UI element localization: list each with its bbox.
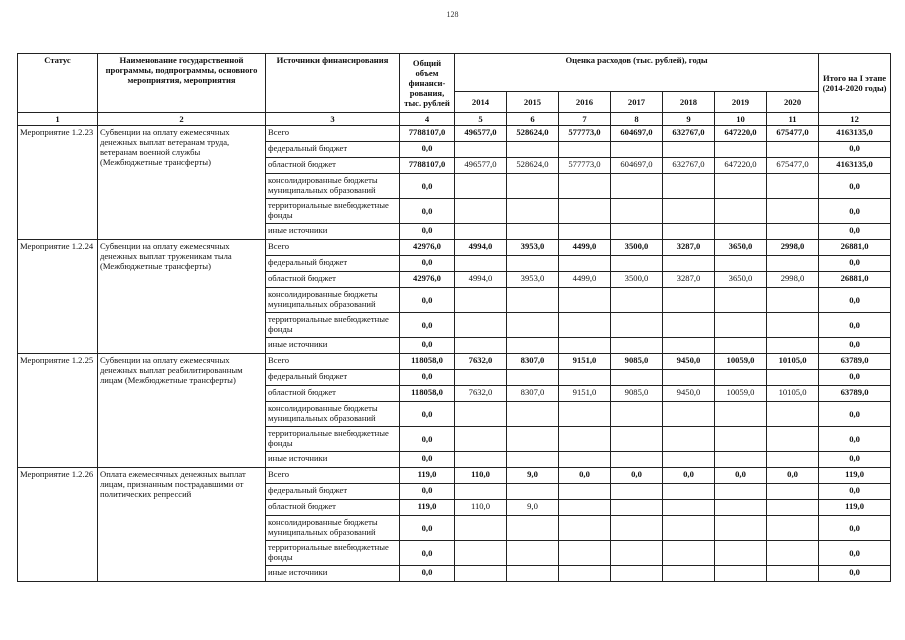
source-label: Всего bbox=[266, 240, 400, 256]
stage-total-cell: 0,0 bbox=[819, 370, 891, 386]
header-total: Общий объем финанси-рования, тыс. рублей bbox=[400, 54, 455, 113]
header-stage-total: Итого на I этапе (2014-2020 годы) bbox=[819, 54, 891, 113]
year-cell bbox=[715, 338, 767, 354]
header-year: 2015 bbox=[507, 92, 559, 113]
column-number: 2 bbox=[98, 113, 266, 126]
stage-total-cell: 0,0 bbox=[819, 256, 891, 272]
block-status: Мероприятие 1.2.23 bbox=[18, 126, 98, 240]
year-cell bbox=[455, 452, 507, 468]
year-cell: 0,0 bbox=[663, 468, 715, 484]
header-year: 2016 bbox=[559, 92, 611, 113]
block-status: Мероприятие 1.2.26 bbox=[18, 468, 98, 582]
source-label: федеральный бюджет bbox=[266, 370, 400, 386]
year-cell: 632767,0 bbox=[663, 126, 715, 142]
year-cell bbox=[559, 338, 611, 354]
year-cell: 577773,0 bbox=[559, 126, 611, 142]
year-cell bbox=[611, 288, 663, 313]
stage-total-cell: 0,0 bbox=[819, 338, 891, 354]
year-cell: 604697,0 bbox=[611, 158, 663, 174]
total-cell: 0,0 bbox=[400, 484, 455, 500]
source-label: иные источники bbox=[266, 338, 400, 354]
year-cell bbox=[767, 338, 819, 354]
column-number: 1 bbox=[18, 113, 98, 126]
year-cell: 10105,0 bbox=[767, 354, 819, 370]
source-label: Всего bbox=[266, 354, 400, 370]
stage-total-cell: 119,0 bbox=[819, 468, 891, 484]
year-cell bbox=[455, 142, 507, 158]
year-cell bbox=[559, 174, 611, 199]
year-cell: 9450,0 bbox=[663, 354, 715, 370]
year-cell bbox=[507, 338, 559, 354]
year-cell: 4499,0 bbox=[559, 240, 611, 256]
column-number: 3 bbox=[266, 113, 400, 126]
year-cell bbox=[663, 174, 715, 199]
year-cell bbox=[507, 256, 559, 272]
block-name: Субвенции на оплату ежемесячных денежных выплат реабилитированным лицам (Межбюджетные трансферты) bbox=[98, 354, 266, 468]
year-cell: 528624,0 bbox=[507, 126, 559, 142]
year-cell bbox=[507, 313, 559, 338]
year-cell bbox=[715, 199, 767, 224]
year-cell bbox=[767, 224, 819, 240]
year-cell bbox=[507, 541, 559, 566]
year-cell: 3650,0 bbox=[715, 240, 767, 256]
source-label: федеральный бюджет bbox=[266, 484, 400, 500]
stage-total-cell: 4163135,0 bbox=[819, 126, 891, 142]
year-cell bbox=[611, 402, 663, 427]
column-number: 6 bbox=[507, 113, 559, 126]
year-cell: 9085,0 bbox=[611, 354, 663, 370]
year-cell: 2998,0 bbox=[767, 240, 819, 256]
total-cell: 0,0 bbox=[400, 199, 455, 224]
year-cell: 0,0 bbox=[715, 468, 767, 484]
year-cell bbox=[455, 516, 507, 541]
year-cell: 110,0 bbox=[455, 468, 507, 484]
header-year: 2014 bbox=[455, 92, 507, 113]
year-cell: 8307,0 bbox=[507, 386, 559, 402]
year-cell: 4994,0 bbox=[455, 272, 507, 288]
source-label: федеральный бюджет bbox=[266, 142, 400, 158]
block-status: Мероприятие 1.2.25 bbox=[18, 354, 98, 468]
stage-total-cell: 0,0 bbox=[819, 427, 891, 452]
header-year: 2020 bbox=[767, 92, 819, 113]
total-cell: 0,0 bbox=[400, 541, 455, 566]
year-cell bbox=[455, 427, 507, 452]
total-cell: 0,0 bbox=[400, 224, 455, 240]
source-label: областной бюджет bbox=[266, 386, 400, 402]
stage-total-cell: 63789,0 bbox=[819, 386, 891, 402]
year-cell bbox=[611, 541, 663, 566]
source-label: областной бюджет bbox=[266, 158, 400, 174]
year-cell bbox=[455, 370, 507, 386]
column-number: 9 bbox=[663, 113, 715, 126]
table-header bbox=[18, 54, 891, 126]
year-cell bbox=[507, 142, 559, 158]
year-cell bbox=[767, 256, 819, 272]
year-cell: 675477,0 bbox=[767, 158, 819, 174]
year-cell bbox=[559, 370, 611, 386]
source-label: консолидированные бюджеты муниципальных образований bbox=[266, 516, 400, 541]
stage-total-cell: 0,0 bbox=[819, 199, 891, 224]
year-cell: 3953,0 bbox=[507, 272, 559, 288]
year-cell bbox=[559, 142, 611, 158]
year-cell bbox=[611, 338, 663, 354]
year-cell bbox=[455, 256, 507, 272]
year-cell bbox=[507, 402, 559, 427]
year-cell bbox=[507, 427, 559, 452]
year-cell bbox=[507, 484, 559, 500]
source-label: территориальные внебюджетные фонды bbox=[266, 541, 400, 566]
year-cell bbox=[767, 452, 819, 468]
stage-total-cell: 0,0 bbox=[819, 541, 891, 566]
header-name: Наименование государственной программы, подпрограммы, основного мероприятия, мероприятия bbox=[98, 54, 266, 113]
year-cell bbox=[507, 288, 559, 313]
year-cell: 10105,0 bbox=[767, 386, 819, 402]
source-label: иные источники bbox=[266, 566, 400, 582]
stage-total-cell: 0,0 bbox=[819, 402, 891, 427]
year-cell bbox=[767, 402, 819, 427]
year-cell bbox=[559, 427, 611, 452]
year-cell bbox=[715, 313, 767, 338]
total-cell: 0,0 bbox=[400, 452, 455, 468]
source-label: консолидированные бюджеты муниципальных образований bbox=[266, 174, 400, 199]
year-cell bbox=[559, 199, 611, 224]
year-cell bbox=[507, 566, 559, 582]
total-cell: 0,0 bbox=[400, 402, 455, 427]
year-cell bbox=[663, 313, 715, 338]
year-cell bbox=[559, 500, 611, 516]
year-cell bbox=[455, 199, 507, 224]
year-cell bbox=[767, 484, 819, 500]
total-cell: 7788107,0 bbox=[400, 126, 455, 142]
year-cell bbox=[663, 541, 715, 566]
year-cell bbox=[611, 256, 663, 272]
year-cell: 7632,0 bbox=[455, 386, 507, 402]
year-cell bbox=[715, 256, 767, 272]
year-cell bbox=[767, 288, 819, 313]
total-cell: 0,0 bbox=[400, 256, 455, 272]
year-cell bbox=[663, 370, 715, 386]
year-cell: 9,0 bbox=[507, 468, 559, 484]
year-cell bbox=[767, 566, 819, 582]
year-cell bbox=[663, 142, 715, 158]
column-number-row bbox=[18, 113, 891, 126]
year-cell bbox=[767, 370, 819, 386]
year-cell: 0,0 bbox=[767, 468, 819, 484]
year-cell: 604697,0 bbox=[611, 126, 663, 142]
header-year: 2019 bbox=[715, 92, 767, 113]
year-cell: 7632,0 bbox=[455, 354, 507, 370]
year-cell bbox=[767, 500, 819, 516]
year-cell bbox=[715, 566, 767, 582]
year-cell bbox=[715, 370, 767, 386]
stage-total-cell: 4163135,0 bbox=[819, 158, 891, 174]
source-label: территориальные внебюджетные фонды bbox=[266, 313, 400, 338]
source-label: консолидированные бюджеты муниципальных образований bbox=[266, 288, 400, 313]
year-cell: 0,0 bbox=[559, 468, 611, 484]
year-cell bbox=[455, 402, 507, 427]
year-cell bbox=[663, 516, 715, 541]
year-cell: 10059,0 bbox=[715, 354, 767, 370]
table-row bbox=[18, 240, 891, 256]
total-cell: 42976,0 bbox=[400, 272, 455, 288]
total-cell: 0,0 bbox=[400, 313, 455, 338]
year-cell bbox=[767, 313, 819, 338]
year-cell: 110,0 bbox=[455, 500, 507, 516]
year-cell: 647220,0 bbox=[715, 126, 767, 142]
year-cell bbox=[663, 288, 715, 313]
stage-total-cell: 0,0 bbox=[819, 224, 891, 240]
year-cell bbox=[611, 484, 663, 500]
total-cell: 42976,0 bbox=[400, 240, 455, 256]
table-row bbox=[18, 126, 891, 142]
header-status: Статус bbox=[18, 54, 98, 113]
stage-total-cell: 63789,0 bbox=[819, 354, 891, 370]
year-cell: 2998,0 bbox=[767, 272, 819, 288]
year-cell: 577773,0 bbox=[559, 158, 611, 174]
page-number: 128 bbox=[446, 10, 459, 19]
year-cell: 4499,0 bbox=[559, 272, 611, 288]
block-name: Субвенции на оплату ежемесячных денежных выплат труженикам тыла (Межбюджетные трансферты) bbox=[98, 240, 266, 354]
year-cell: 647220,0 bbox=[715, 158, 767, 174]
year-cell bbox=[507, 199, 559, 224]
year-cell: 9151,0 bbox=[559, 386, 611, 402]
year-cell: 632767,0 bbox=[663, 158, 715, 174]
year-cell bbox=[507, 452, 559, 468]
header-year: 2017 bbox=[611, 92, 663, 113]
total-cell: 0,0 bbox=[400, 370, 455, 386]
total-cell: 118058,0 bbox=[400, 354, 455, 370]
column-number: 4 bbox=[400, 113, 455, 126]
year-cell: 675477,0 bbox=[767, 126, 819, 142]
year-cell bbox=[559, 256, 611, 272]
total-cell: 0,0 bbox=[400, 288, 455, 313]
year-cell bbox=[663, 224, 715, 240]
column-number: 12 bbox=[819, 113, 891, 126]
year-cell bbox=[767, 142, 819, 158]
total-cell: 0,0 bbox=[400, 516, 455, 541]
stage-total-cell: 0,0 bbox=[819, 288, 891, 313]
year-cell bbox=[715, 288, 767, 313]
header-year: 2018 bbox=[663, 92, 715, 113]
year-cell bbox=[663, 256, 715, 272]
total-cell: 0,0 bbox=[400, 427, 455, 452]
year-cell bbox=[611, 224, 663, 240]
year-cell bbox=[767, 199, 819, 224]
stage-total-cell: 0,0 bbox=[819, 313, 891, 338]
year-cell bbox=[715, 452, 767, 468]
year-cell: 3500,0 bbox=[611, 240, 663, 256]
stage-total-cell: 0,0 bbox=[819, 452, 891, 468]
year-cell bbox=[611, 199, 663, 224]
year-cell bbox=[455, 174, 507, 199]
table-row bbox=[18, 468, 891, 484]
total-cell: 119,0 bbox=[400, 500, 455, 516]
year-cell: 3287,0 bbox=[663, 272, 715, 288]
year-cell bbox=[715, 484, 767, 500]
source-label: областной бюджет bbox=[266, 500, 400, 516]
year-cell: 496577,0 bbox=[455, 126, 507, 142]
year-cell bbox=[559, 402, 611, 427]
year-cell bbox=[663, 199, 715, 224]
stage-total-cell: 0,0 bbox=[819, 516, 891, 541]
source-label: областной бюджет bbox=[266, 272, 400, 288]
year-cell bbox=[611, 566, 663, 582]
year-cell: 3500,0 bbox=[611, 272, 663, 288]
year-cell bbox=[611, 370, 663, 386]
source-label: консолидированные бюджеты муниципальных образований bbox=[266, 402, 400, 427]
year-cell bbox=[663, 338, 715, 354]
year-cell bbox=[455, 541, 507, 566]
source-label: федеральный бюджет bbox=[266, 256, 400, 272]
source-label: иные источники bbox=[266, 452, 400, 468]
year-cell bbox=[715, 402, 767, 427]
year-cell: 10059,0 bbox=[715, 386, 767, 402]
year-cell bbox=[663, 427, 715, 452]
year-cell bbox=[559, 516, 611, 541]
year-cell: 3650,0 bbox=[715, 272, 767, 288]
year-cell bbox=[559, 313, 611, 338]
year-cell bbox=[715, 174, 767, 199]
year-cell bbox=[663, 452, 715, 468]
table-body bbox=[18, 126, 891, 582]
year-cell bbox=[715, 541, 767, 566]
year-cell bbox=[767, 427, 819, 452]
column-number: 8 bbox=[611, 113, 663, 126]
year-cell bbox=[611, 174, 663, 199]
year-cell: 528624,0 bbox=[507, 158, 559, 174]
stage-total-cell: 0,0 bbox=[819, 142, 891, 158]
year-cell: 496577,0 bbox=[455, 158, 507, 174]
year-cell bbox=[507, 174, 559, 199]
year-cell bbox=[559, 288, 611, 313]
block-name: Субвенции на оплату ежемесячных денежных выплат ветеранам труда, ветеранам военной службы (Межбюджетные трансферты) bbox=[98, 126, 266, 240]
year-cell bbox=[559, 541, 611, 566]
year-cell bbox=[507, 224, 559, 240]
stage-total-cell: 0,0 bbox=[819, 174, 891, 199]
year-cell bbox=[559, 224, 611, 240]
year-cell bbox=[767, 174, 819, 199]
year-cell bbox=[611, 516, 663, 541]
year-cell: 0,0 bbox=[611, 468, 663, 484]
year-cell: 9085,0 bbox=[611, 386, 663, 402]
year-cell bbox=[455, 224, 507, 240]
year-cell bbox=[455, 313, 507, 338]
column-number: 11 bbox=[767, 113, 819, 126]
total-cell: 0,0 bbox=[400, 566, 455, 582]
year-cell: 3953,0 bbox=[507, 240, 559, 256]
source-label: Всего bbox=[266, 126, 400, 142]
year-cell: 9450,0 bbox=[663, 386, 715, 402]
year-cell bbox=[455, 566, 507, 582]
stage-total-cell: 119,0 bbox=[819, 500, 891, 516]
year-cell bbox=[559, 484, 611, 500]
total-cell: 7788107,0 bbox=[400, 158, 455, 174]
year-cell bbox=[611, 427, 663, 452]
stage-total-cell: 26881,0 bbox=[819, 240, 891, 256]
year-cell bbox=[611, 142, 663, 158]
stage-total-cell: 0,0 bbox=[819, 566, 891, 582]
source-label: иные источники bbox=[266, 224, 400, 240]
year-cell bbox=[507, 370, 559, 386]
year-cell: 9,0 bbox=[507, 500, 559, 516]
year-cell bbox=[715, 427, 767, 452]
year-cell bbox=[455, 338, 507, 354]
year-cell: 4994,0 bbox=[455, 240, 507, 256]
column-number: 10 bbox=[715, 113, 767, 126]
year-cell bbox=[715, 500, 767, 516]
year-cell bbox=[611, 452, 663, 468]
source-label: Всего bbox=[266, 468, 400, 484]
total-cell: 0,0 bbox=[400, 142, 455, 158]
year-cell bbox=[455, 484, 507, 500]
column-number: 5 bbox=[455, 113, 507, 126]
block-status: Мероприятие 1.2.24 bbox=[18, 240, 98, 354]
stage-total-cell: 26881,0 bbox=[819, 272, 891, 288]
year-cell: 3287,0 bbox=[663, 240, 715, 256]
source-label: территориальные внебюджетные фонды bbox=[266, 199, 400, 224]
block-name: Оплата ежемесячных денежных выплат лицам, признанным пострадавшими от политических репрессий bbox=[98, 468, 266, 582]
year-cell bbox=[559, 452, 611, 468]
year-cell bbox=[611, 500, 663, 516]
year-cell bbox=[663, 500, 715, 516]
source-label: территориальные внебюджетные фонды bbox=[266, 427, 400, 452]
financing-table bbox=[17, 53, 891, 582]
header-estimate: Оценка расходов (тыс. рублей), годы bbox=[455, 54, 819, 92]
year-cell bbox=[715, 224, 767, 240]
year-cell: 8307,0 bbox=[507, 354, 559, 370]
total-cell: 118058,0 bbox=[400, 386, 455, 402]
year-cell bbox=[507, 516, 559, 541]
year-cell bbox=[767, 516, 819, 541]
year-cell bbox=[663, 484, 715, 500]
stage-total-cell: 0,0 bbox=[819, 484, 891, 500]
year-cell bbox=[767, 541, 819, 566]
year-cell: 9151,0 bbox=[559, 354, 611, 370]
year-cell bbox=[611, 313, 663, 338]
total-cell: 0,0 bbox=[400, 338, 455, 354]
year-cell bbox=[455, 288, 507, 313]
header-sources: Источники финансирования bbox=[266, 54, 400, 113]
year-cell bbox=[715, 516, 767, 541]
table-row bbox=[18, 354, 891, 370]
year-cell bbox=[559, 566, 611, 582]
total-cell: 119,0 bbox=[400, 468, 455, 484]
year-cell bbox=[715, 142, 767, 158]
year-cell bbox=[663, 566, 715, 582]
year-cell bbox=[663, 402, 715, 427]
column-number: 7 bbox=[559, 113, 611, 126]
total-cell: 0,0 bbox=[400, 174, 455, 199]
